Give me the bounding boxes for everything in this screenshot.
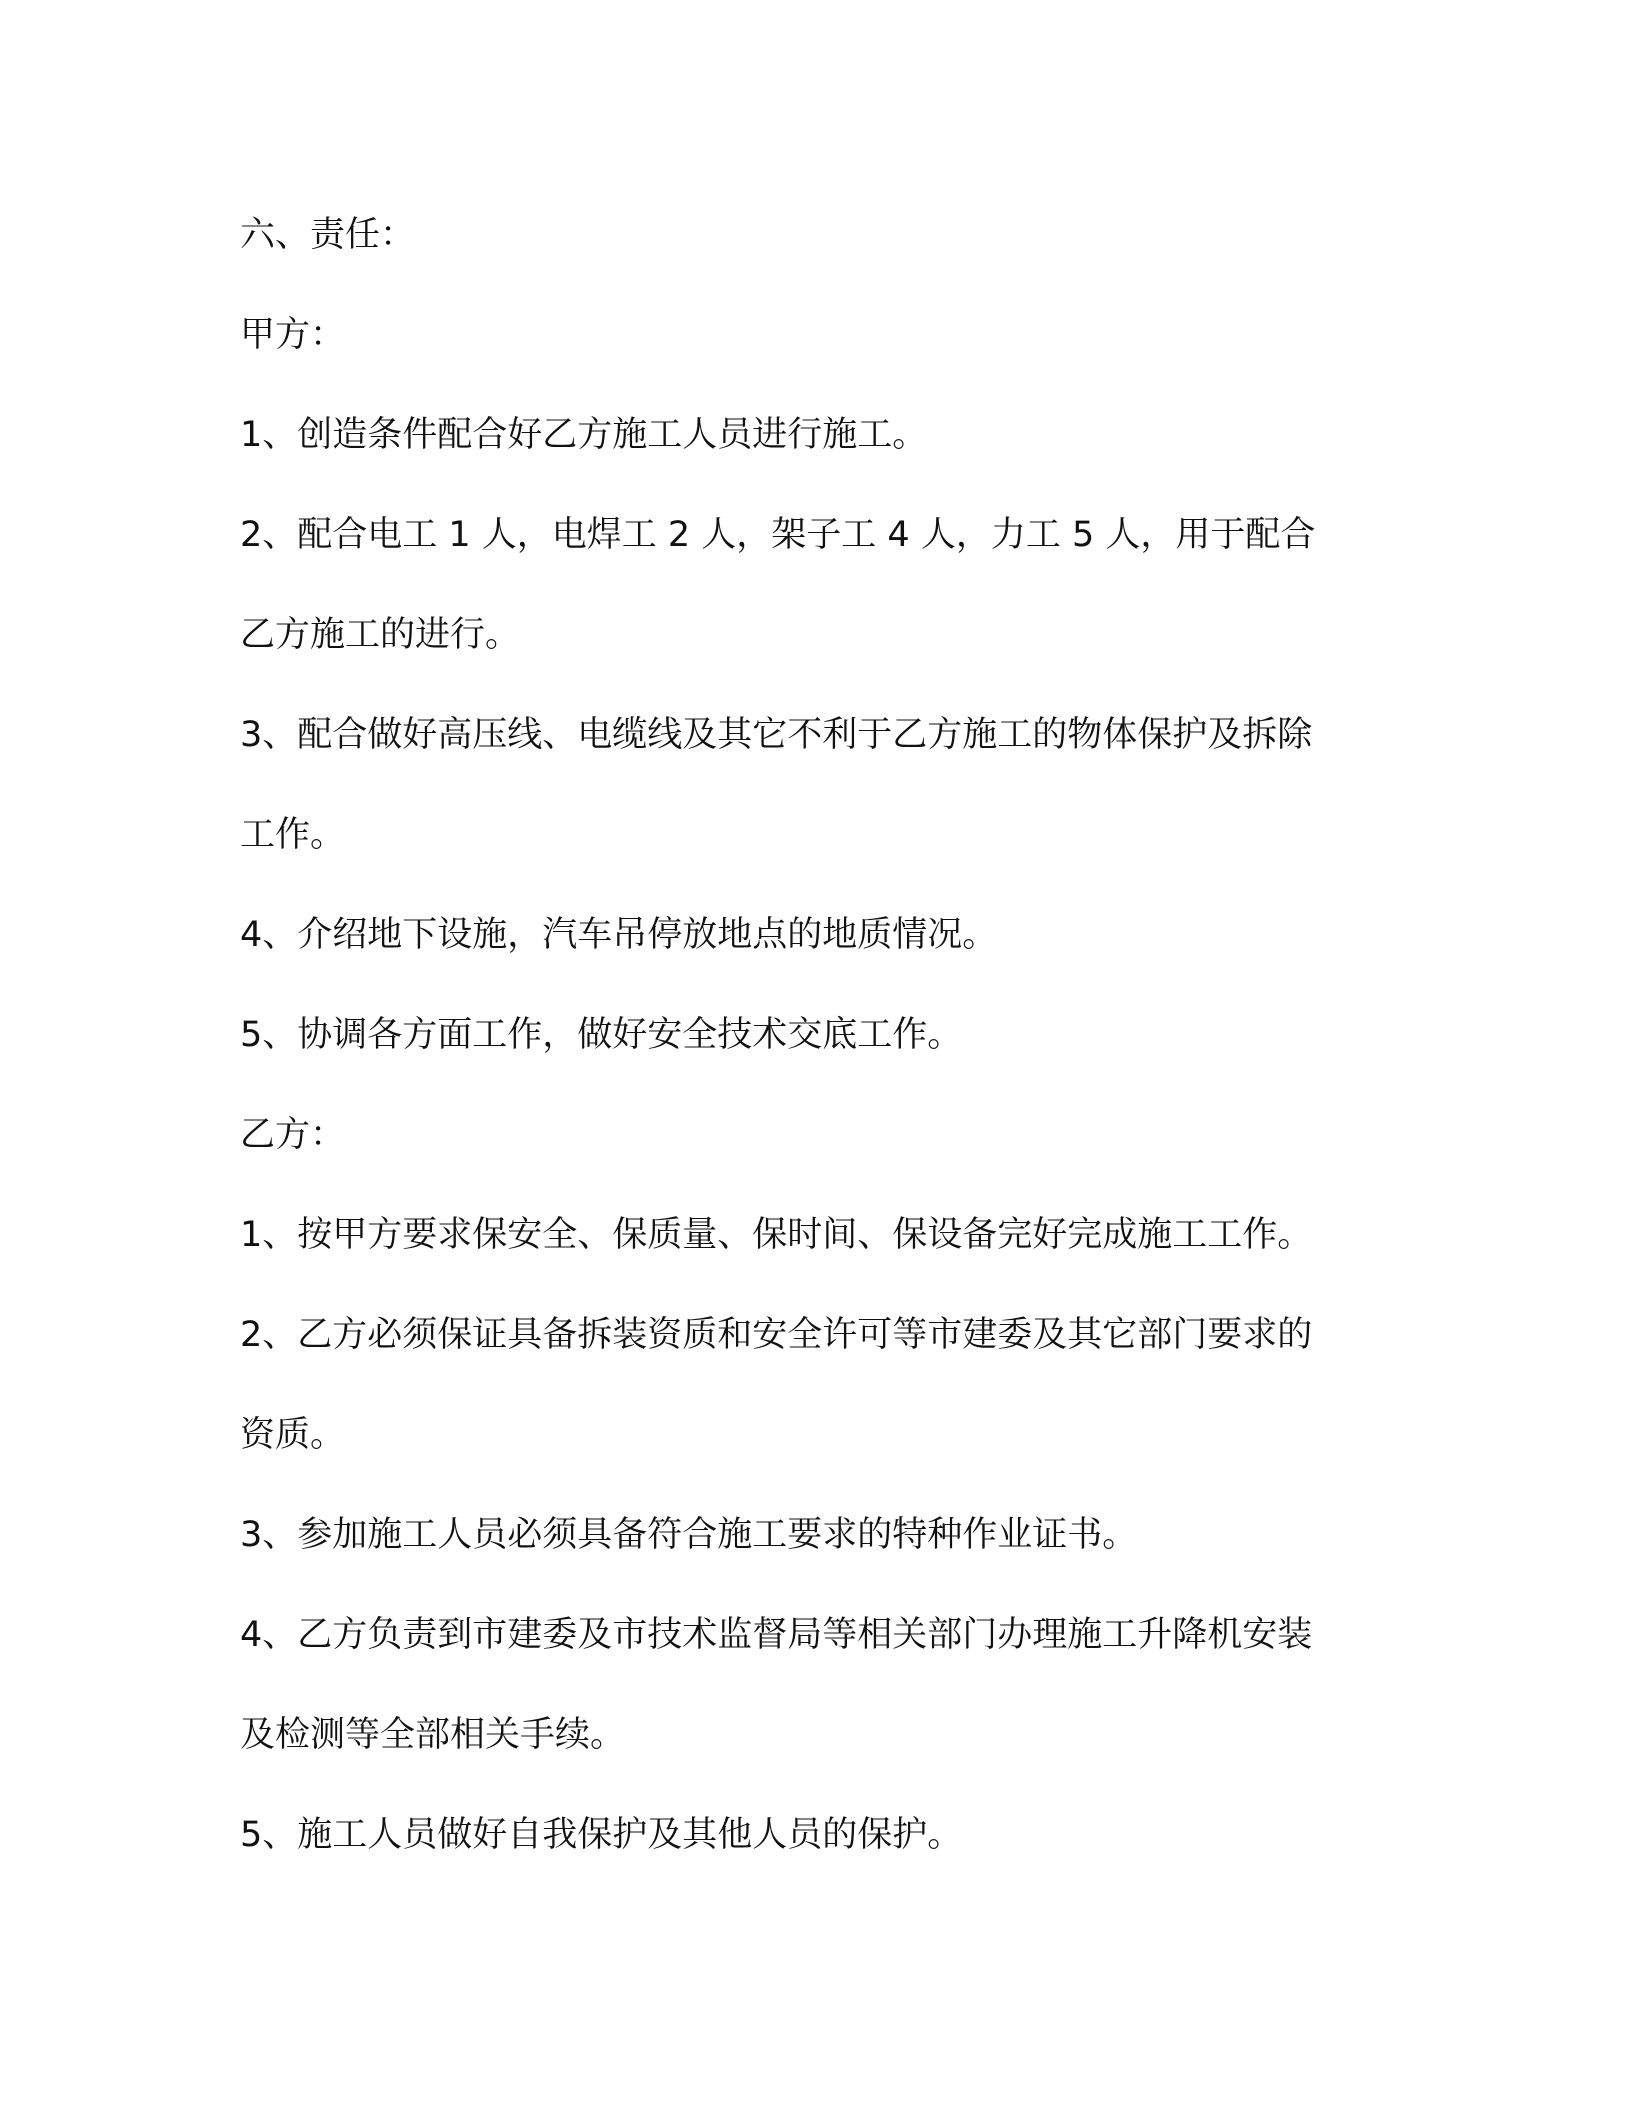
party-b-item-2: 2、乙方必须保证具备拆装资质和安全许可等市建委及其它部门要求的 [240,1315,1313,1355]
document-body [240,185,1390,1885]
party-a-item-2-continued: 乙方施工的进行。 [240,615,521,655]
party-b-item-5: 5、施工人员做好自我保护及其他人员的保护。 [240,1815,963,1855]
party-b-item-4-continued: 及检测等全部相关手续。 [240,1715,626,1755]
party-b-item-4: 4、乙方负责到市建委及市技术监督局等相关部门办理施工升降机安装 [240,1615,1313,1655]
party-b-item-2-continued: 资质。 [240,1415,346,1455]
party-b-item-3: 3、参加施工人员必须具备符合施工要求的特种作业证书。 [240,1515,1138,1555]
party-b-label: 乙方： [240,1115,346,1155]
party-a-item-1: 1、创造条件配合好乙方施工人员进行施工。 [240,415,928,455]
party-a-label: 甲方： [240,315,346,355]
party-a-item-3-continued: 工作。 [240,815,346,855]
section-heading: 六、责任： [240,215,416,255]
party-a-item-3: 3、配合做好高压线、电缆线及其它不利于乙方施工的物体保护及拆除 [240,715,1313,755]
party-a-item-2: 2、配合电工 1 人，电焊工 2 人，架子工 4 人，力工 5 人，用于配合 [240,515,1316,555]
party-b-item-1: 1、按甲方要求保安全、保质量、保时间、保设备完好完成施工工作。 [240,1215,1313,1255]
party-a-item-5: 5、协调各方面工作，做好安全技术交底工作。 [240,1015,963,1055]
party-a-item-4: 4、介绍地下设施，汽车吊停放地点的地质情况。 [240,915,998,955]
